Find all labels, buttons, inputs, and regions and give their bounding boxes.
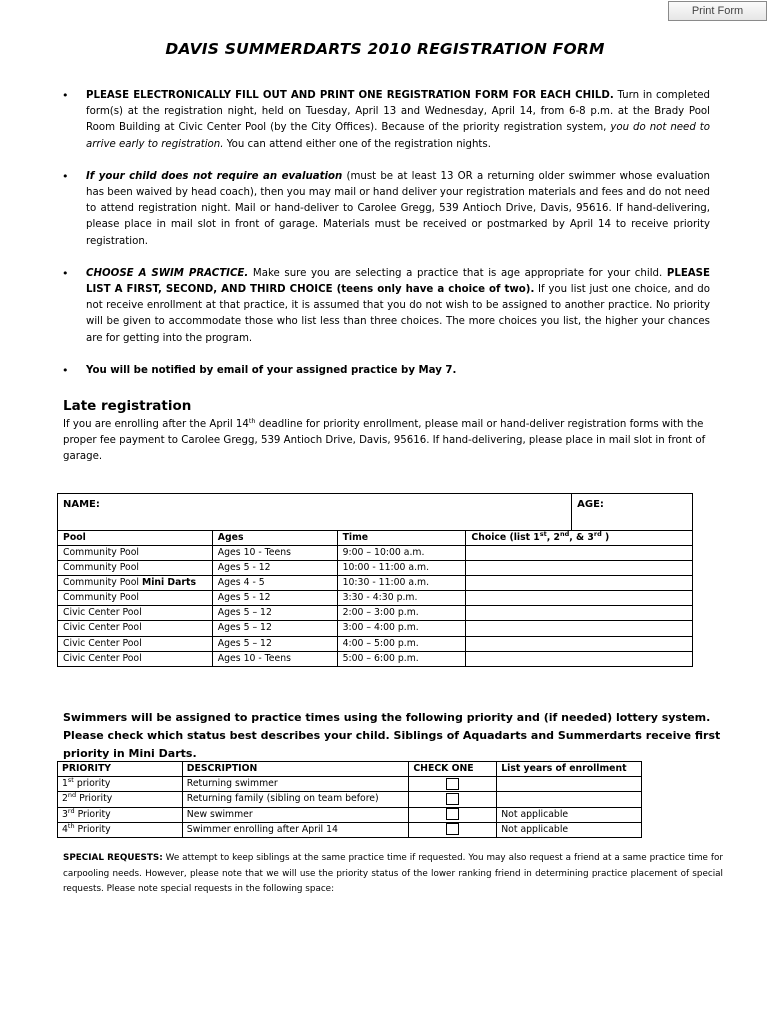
pool-name: Community Pool xyxy=(63,592,139,604)
pool-cell xyxy=(58,636,213,651)
table-row xyxy=(58,621,693,636)
ages-cell: Ages 5 – 12 xyxy=(212,621,337,636)
pool-name: Community Pool xyxy=(63,577,142,589)
time-cell: 10:00 - 11:00 a.m. xyxy=(337,561,466,576)
choice-input[interactable] xyxy=(466,591,693,606)
ages-cell: Ages 5 – 12 xyxy=(212,606,337,621)
lottery-instructions: Swimmers will be assigned to practice times using the following priority and (if needed) lottery system. Please check which status best describes your child. Siblings of Aquadarts and Summerdarts receive first priority in Mini Darts. xyxy=(63,711,721,760)
ages-cell: Ages 5 - 12 xyxy=(212,591,337,606)
table-row xyxy=(58,792,642,807)
check-cell xyxy=(409,822,497,837)
pool-name: Civic Center Pool xyxy=(63,622,142,634)
description-cell: Swimmer enrolling after April 14 xyxy=(182,822,409,837)
table-row xyxy=(58,636,693,651)
choice-input[interactable] xyxy=(466,546,693,561)
priority-num: 2 xyxy=(62,793,68,805)
header-time: Time xyxy=(337,531,466,546)
years-cell[interactable]: Not applicable xyxy=(497,807,642,822)
instruction-item xyxy=(60,363,710,379)
pool-cell xyxy=(58,606,213,621)
instruction-bold: If your child does not require an evaluation xyxy=(86,170,343,182)
choice-input[interactable] xyxy=(466,561,693,576)
pool-cell xyxy=(58,561,213,576)
ages-cell: Ages 10 - Teens xyxy=(212,546,337,561)
header-priority: PRIORITY xyxy=(58,762,183,777)
priority-label: priority xyxy=(73,778,111,790)
years-cell[interactable] xyxy=(497,777,642,792)
choice-text: , & 3 xyxy=(569,532,594,543)
pool-name: Civic Center Pool xyxy=(63,607,142,619)
table-row xyxy=(58,546,693,561)
table-row xyxy=(58,606,693,621)
description-cell: Returning family (sibling on team before) xyxy=(182,792,409,807)
header-check-one: CHECK ONE xyxy=(409,762,497,777)
instruction-bold: PLEASE LIST A FIRST, SECOND, AND THIRD CHOICE (teens only have a choice of two). xyxy=(86,267,710,296)
check-cell xyxy=(409,807,497,822)
priority-checkbox[interactable] xyxy=(446,823,459,835)
registration-table xyxy=(57,493,693,667)
choice-text: , 2 xyxy=(546,532,560,543)
priority-label: Priority xyxy=(76,793,113,805)
pool-cell xyxy=(58,576,213,591)
ages-cell: Ages 5 - 12 xyxy=(212,561,337,576)
special-requests-label: SPECIAL REQUESTS: xyxy=(63,853,163,863)
header-choice xyxy=(466,531,693,546)
pool-cell xyxy=(58,621,213,636)
time-cell: 9:00 – 10:00 a.m. xyxy=(337,546,466,561)
choice-text: Choice (list 1 xyxy=(471,532,540,543)
table-row xyxy=(58,561,693,576)
pool-cell xyxy=(58,651,213,666)
instructions-list xyxy=(60,88,710,395)
pool-name: Community Pool xyxy=(63,562,139,574)
priority-sup: st xyxy=(67,776,74,785)
table-row xyxy=(58,651,693,666)
late-text-part: If you are enrolling after the April 14 xyxy=(63,419,249,430)
priority-table xyxy=(57,761,642,838)
late-text-sup: th xyxy=(248,417,256,425)
pool-name: Civic Center Pool xyxy=(63,637,142,649)
header-pool: Pool xyxy=(58,531,213,546)
late-registration-heading: Late registration xyxy=(63,398,192,414)
choice-sup: nd xyxy=(560,530,570,538)
time-cell: 10:30 - 11:00 a.m. xyxy=(337,576,466,591)
description-cell: New swimmer xyxy=(182,807,409,822)
priority-checkbox[interactable] xyxy=(446,778,459,790)
choice-text: ) xyxy=(601,532,610,543)
priority-num: 3 xyxy=(62,808,68,820)
pool-name: Community Pool xyxy=(63,547,139,558)
instruction-text: If you list just one choice, and do not receive enrollment at that practice, it is assumed that you do not wish to be assigned to another practice. No priority will be given to accommodate those who list less than three choices. The more choices you list, the higher your chances are for getting into the program. xyxy=(86,284,710,344)
choice-input[interactable] xyxy=(466,576,693,591)
instruction-text: You can attend either one of the registration nights. xyxy=(223,138,491,150)
instruction-bold: You will be notified by email of your assigned practice by May 7. xyxy=(86,364,457,376)
check-cell xyxy=(409,777,497,792)
age-label: AGE: xyxy=(577,499,604,510)
instruction-text: Turn in completed form(s) at the registration night, held on Tuesday, April 13 and Wednesday, April 14, from 6-8 p.m. at the Brady Pool Room Building at Civic Center Pool (by the City Offices). Because of the priority registration system, xyxy=(86,90,710,134)
priority-cell xyxy=(58,822,183,837)
time-cell: 5:00 – 6:00 p.m. xyxy=(337,651,466,666)
header-description: DESCRIPTION xyxy=(182,762,409,777)
time-cell: 3:00 – 4:00 p.m. xyxy=(337,621,466,636)
ages-cell: Ages 4 - 5 xyxy=(212,576,337,591)
check-cell xyxy=(409,792,497,807)
priority-checkbox[interactable] xyxy=(446,793,459,805)
pool-cell xyxy=(58,546,213,561)
special-requests xyxy=(63,851,723,898)
priority-checkbox[interactable] xyxy=(446,808,459,820)
instruction-italic: you do not need to arrive early to registration. xyxy=(86,122,710,150)
print-form-button[interactable]: Print Form xyxy=(668,1,767,21)
instruction-item xyxy=(60,88,710,153)
priority-sup: rd xyxy=(67,806,75,815)
choice-input[interactable] xyxy=(466,606,693,621)
instruction-bold: PLEASE ELECTRONICALLY FILL OUT AND PRINT ONE REGISTRATION FORM FOR EACH CHILD. xyxy=(86,90,614,101)
table-row xyxy=(58,777,642,792)
age-field[interactable] xyxy=(572,494,693,531)
pool-name: Civic Center Pool xyxy=(63,652,142,664)
header-ages: Ages xyxy=(212,531,337,546)
name-label: NAME: xyxy=(63,499,100,510)
years-cell[interactable]: Not applicable xyxy=(497,822,642,837)
instruction-text: Make sure you are selecting a practice that is age appropriate for your child. xyxy=(248,267,667,279)
pool-program: Mini Darts xyxy=(141,577,196,589)
priority-cell xyxy=(58,777,183,792)
priority-label: Priority xyxy=(74,823,111,835)
priority-sup: nd xyxy=(67,791,77,800)
time-cell: 4:00 – 5:00 p.m. xyxy=(337,636,466,651)
years-cell[interactable] xyxy=(497,792,642,807)
choice-input[interactable] xyxy=(466,636,693,651)
instruction-item xyxy=(60,266,710,347)
late-registration-text xyxy=(63,417,713,466)
choice-input[interactable] xyxy=(466,651,693,666)
choice-sup: rd xyxy=(593,530,602,538)
instruction-text: (must be at least 13 OR a returning older swimmer whose evaluation has been waived by head coach), then you may mail or hand deliver your registration materials and fees and do not need to attend registration night. Mail or hand-deliver to Carolee Gregg, 539 Antioch Drive, Davis, 95616. If hand-delivering, please place in mail slot in front of garage. Materials must be received or postmarked by April 14 to receive priority registration. xyxy=(86,170,710,247)
pool-cell xyxy=(58,591,213,606)
late-text-part: deadline for priority enrollment, please mail or hand-deliver registration forms with the proper fee payment to Carolee Gregg, 539 Antioch Drive, Davis, 95616. If hand-delivering, please place in mail slot in front of garage. xyxy=(63,419,706,463)
priority-cell xyxy=(58,792,183,807)
priority-num: 1 xyxy=(62,778,68,790)
table-row xyxy=(58,591,693,606)
ages-cell: Ages 10 - Teens xyxy=(212,651,337,666)
table-row xyxy=(58,822,642,837)
instruction-item xyxy=(60,169,710,250)
page-title: DAVIS SUMMERDARTS 2010 REGISTRATION FORM xyxy=(165,40,605,58)
priority-label: Priority xyxy=(74,808,111,820)
choice-sup: st xyxy=(539,530,547,538)
table-row xyxy=(58,576,693,591)
time-cell: 3:30 - 4:30 p.m. xyxy=(337,591,466,606)
special-requests-text: We attempt to keep siblings at the same practice time if requested. You may also request a friend at a same practice time for carpooling needs. However, please note that we will use the priority status of the lower ranking friend in determining practice placement of special requests. Please note special requests in the following space: xyxy=(63,853,723,894)
choice-input[interactable] xyxy=(466,621,693,636)
description-cell: Returning swimmer xyxy=(182,777,409,792)
header-years: List years of enrollment xyxy=(497,762,642,777)
instruction-bold: CHOOSE A SWIM PRACTICE. xyxy=(86,267,249,279)
priority-num: 4 xyxy=(62,823,68,835)
ages-cell: Ages 5 – 12 xyxy=(212,636,337,651)
time-cell: 2:00 – 3:00 p.m. xyxy=(337,606,466,621)
table-row xyxy=(58,807,642,822)
name-field[interactable] xyxy=(58,494,572,531)
priority-sup: th xyxy=(67,821,75,830)
priority-cell xyxy=(58,807,183,822)
